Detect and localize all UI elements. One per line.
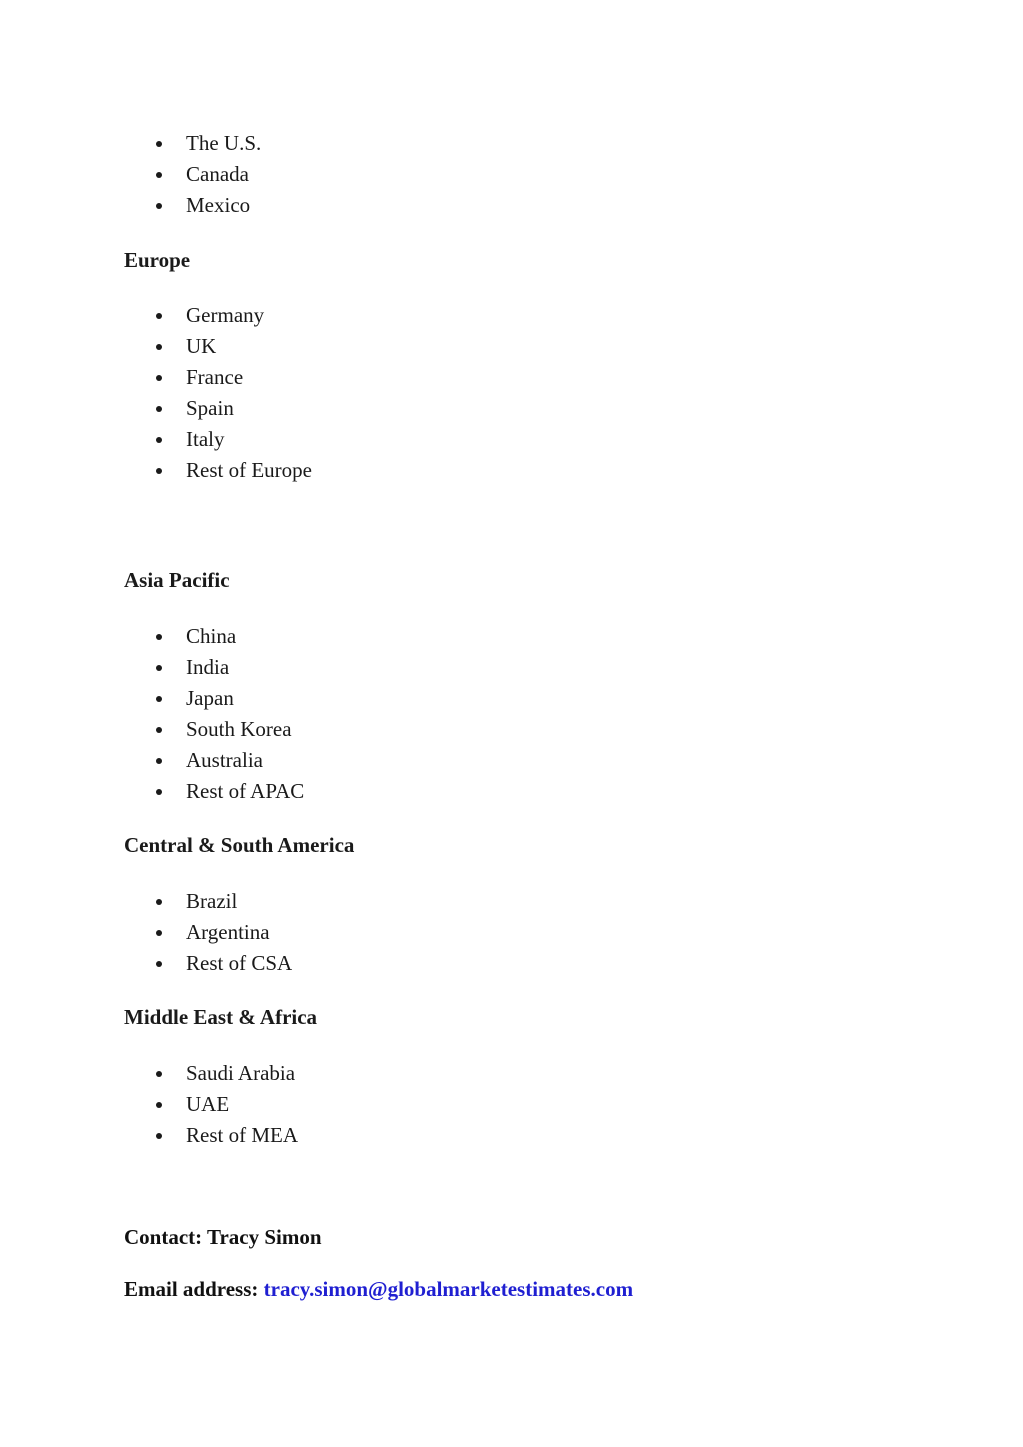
europe-heading: Europe [124,248,191,272]
list-item: Canada [150,159,261,190]
list-item: Australia [150,745,304,776]
list-item: France [150,362,312,393]
email-link[interactable]: tracy.simon@globalmarketestimates.com [263,1277,634,1301]
list-item: UAE [150,1089,298,1120]
list-item: Saudi Arabia [150,1058,298,1089]
email-label: Email address: [124,1277,264,1301]
list-item: India [150,652,304,683]
list-item: Germany [150,300,312,331]
list-item: Argentina [150,917,292,948]
list-item: Japan [150,683,304,714]
list-item: Brazil [150,886,292,917]
list-item: The U.S. [150,128,261,159]
list-item: Rest of APAC [150,776,304,807]
middle-east-africa-heading: Middle East & Africa [124,1005,318,1029]
north-america-list [150,128,261,221]
list-item: Spain [150,393,312,424]
middle-east-africa-list [150,1058,298,1151]
list-item: Rest of CSA [150,948,292,979]
asia-pacific-list [150,621,304,807]
contact-email-line [124,1274,633,1305]
list-item: UK [150,331,312,362]
central-south-america-list [150,886,292,979]
list-item: Mexico [150,190,261,221]
list-item: South Korea [150,714,304,745]
list-item: Rest of MEA [150,1120,298,1151]
asia-pacific-heading: Asia Pacific [124,568,230,592]
list-item: Italy [150,424,312,455]
list-item: Rest of Europe [150,455,312,486]
list-item: China [150,621,304,652]
europe-list [150,300,312,486]
central-south-america-heading: Central & South America [124,833,355,857]
contact-name: Contact: Tracy Simon [124,1225,322,1249]
